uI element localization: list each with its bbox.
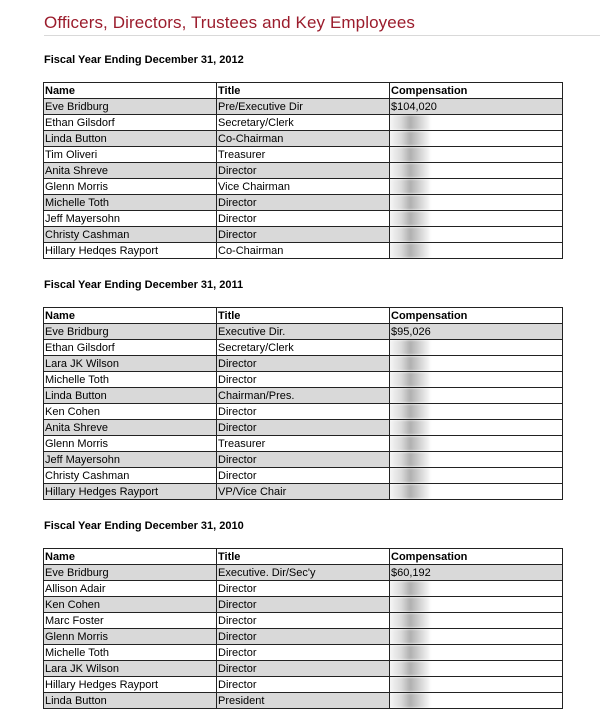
table-row [44, 147, 563, 163]
table-row [44, 484, 563, 500]
cell-name: Ethan Gilsdorf [44, 340, 217, 356]
title-divider [44, 35, 600, 36]
cell-compensation: $104,020 [390, 99, 563, 115]
cell-name: Eve Bridburg [44, 99, 217, 115]
compensation-table-2012 [43, 82, 563, 259]
cell-title: Director [217, 211, 390, 227]
cell-name: Hillary Hedges Rayport [44, 484, 217, 500]
cell-compensation-redacted [390, 661, 563, 677]
table-row [44, 195, 563, 211]
cell-compensation-redacted [390, 613, 563, 629]
cell-title: Chairman/Pres. [217, 388, 390, 404]
cell-title: Director [217, 645, 390, 661]
compensation-table-2011 [43, 307, 563, 500]
cell-compensation-redacted [390, 645, 563, 661]
cell-title: Director [217, 677, 390, 693]
cell-compensation-redacted [390, 243, 563, 259]
cell-name: Lara JK Wilson [44, 356, 217, 372]
table-row [44, 613, 563, 629]
cell-title: Director [217, 613, 390, 629]
cell-compensation-redacted [390, 131, 563, 147]
column-header-compensation: Compensation [390, 308, 563, 324]
cell-name: Ethan Gilsdorf [44, 115, 217, 131]
table-header-row [44, 308, 563, 324]
column-header-name: Name [44, 83, 217, 99]
cell-compensation-redacted [390, 340, 563, 356]
cell-title: Director [217, 629, 390, 645]
cell-name: Eve Bridburg [44, 565, 217, 581]
table-row [44, 163, 563, 179]
cell-compensation-redacted [390, 468, 563, 484]
table-header-row [44, 549, 563, 565]
cell-name: Allison Adair [44, 581, 217, 597]
table-row [44, 99, 563, 115]
cell-compensation-redacted [390, 115, 563, 131]
cell-title: Vice Chairman [217, 179, 390, 195]
cell-compensation-redacted [390, 163, 563, 179]
table-row [44, 468, 563, 484]
cell-title: Pre/Executive Dir [217, 99, 390, 115]
cell-title: Director [217, 356, 390, 372]
table-row [44, 420, 563, 436]
column-header-title: Title [217, 549, 390, 565]
cell-compensation-redacted [390, 211, 563, 227]
cell-compensation: $60,192 [390, 565, 563, 581]
column-header-compensation: Compensation [390, 83, 563, 99]
section-2010 [43, 520, 563, 709]
table-row [44, 115, 563, 131]
table-row [44, 131, 563, 147]
cell-name: Christy Cashman [44, 468, 217, 484]
cell-title: Director [217, 163, 390, 179]
column-header-name: Name [44, 549, 217, 565]
cell-name: Glenn Morris [44, 436, 217, 452]
table-row [44, 324, 563, 340]
table-row [44, 404, 563, 420]
cell-compensation-redacted [390, 372, 563, 388]
cell-title: Executive. Dir/Sec'y [217, 565, 390, 581]
cell-title: Secretary/Clerk [217, 115, 390, 131]
column-header-name: Name [44, 308, 217, 324]
section-2012 [43, 54, 563, 259]
cell-compensation-redacted [390, 147, 563, 163]
cell-name: Marc Foster [44, 613, 217, 629]
column-header-compensation: Compensation [390, 549, 563, 565]
table-row [44, 581, 563, 597]
table-row [44, 243, 563, 259]
cell-name: Glenn Morris [44, 629, 217, 645]
cell-compensation-redacted [390, 677, 563, 693]
table-row [44, 565, 563, 581]
cell-title: Director [217, 420, 390, 436]
cell-compensation-redacted [390, 179, 563, 195]
cell-compensation-redacted [390, 420, 563, 436]
table-header-row [44, 83, 563, 99]
cell-name: Linda Button [44, 131, 217, 147]
cell-name: Lara JK Wilson [44, 661, 217, 677]
cell-name: Linda Button [44, 693, 217, 709]
cell-name: Tim Oliveri [44, 147, 217, 163]
table-row [44, 436, 563, 452]
cell-compensation-redacted [390, 484, 563, 500]
cell-name: Anita Shreve [44, 163, 217, 179]
cell-compensation: $95,026 [390, 324, 563, 340]
cell-name: Linda Button [44, 388, 217, 404]
cell-name: Anita Shreve [44, 420, 217, 436]
cell-name: Hillary Hedqes Rayport [44, 243, 217, 259]
cell-name: Glenn Morris [44, 179, 217, 195]
cell-title: Director [217, 227, 390, 243]
cell-title: Director [217, 372, 390, 388]
cell-compensation-redacted [390, 195, 563, 211]
table-row [44, 693, 563, 709]
cell-title: Director [217, 597, 390, 613]
compensation-table-2010 [43, 548, 563, 709]
table-row [44, 661, 563, 677]
cell-name: Eve Bridburg [44, 324, 217, 340]
cell-title: President [217, 693, 390, 709]
table-row [44, 227, 563, 243]
cell-compensation-redacted [390, 452, 563, 468]
section-2011 [43, 279, 563, 500]
cell-compensation-redacted [390, 388, 563, 404]
cell-compensation-redacted [390, 356, 563, 372]
table-row [44, 372, 563, 388]
cell-title: Treasurer [217, 147, 390, 163]
cell-title: Executive Dir. [217, 324, 390, 340]
table-row [44, 452, 563, 468]
section-heading: Fiscal Year Ending December 31, 2010 [44, 520, 244, 532]
cell-compensation-redacted [390, 693, 563, 709]
cell-compensation-redacted [390, 597, 563, 613]
cell-name: Hillary Hedges Rayport [44, 677, 217, 693]
cell-name: Michelle Toth [44, 645, 217, 661]
cell-compensation-redacted [390, 436, 563, 452]
cell-title: Treasurer [217, 436, 390, 452]
cell-compensation-redacted [390, 581, 563, 597]
section-heading: Fiscal Year Ending December 31, 2011 [44, 279, 244, 291]
table-row [44, 629, 563, 645]
cell-title: Director [217, 661, 390, 677]
table-row [44, 211, 563, 227]
page-title: Officers, Directors, Trustees and Key Employees [44, 13, 415, 32]
cell-title: Director [217, 581, 390, 597]
cell-compensation-redacted [390, 404, 563, 420]
cell-title: Director [217, 195, 390, 211]
cell-name: Michelle Toth [44, 372, 217, 388]
cell-title: Secretary/Clerk [217, 340, 390, 356]
cell-name: Jeff Mayersohn [44, 452, 217, 468]
table-row [44, 356, 563, 372]
cell-title: Director [217, 468, 390, 484]
cell-name: Christy Cashman [44, 227, 217, 243]
column-header-title: Title [217, 308, 390, 324]
cell-title: Co-Chairman [217, 243, 390, 259]
cell-compensation-redacted [390, 227, 563, 243]
table-row [44, 340, 563, 356]
cell-name: Ken Cohen [44, 597, 217, 613]
cell-name: Jeff Mayersohn [44, 211, 217, 227]
cell-compensation-redacted [390, 629, 563, 645]
table-row [44, 179, 563, 195]
table-row [44, 645, 563, 661]
section-heading: Fiscal Year Ending December 31, 2012 [44, 54, 244, 66]
cell-title: Co-Chairman [217, 131, 390, 147]
cell-name: Michelle Toth [44, 195, 217, 211]
table-row [44, 597, 563, 613]
cell-name: Ken Cohen [44, 404, 217, 420]
cell-title: VP/Vice Chair [217, 484, 390, 500]
table-row [44, 388, 563, 404]
cell-title: Director [217, 452, 390, 468]
cell-title: Director [217, 404, 390, 420]
table-row [44, 677, 563, 693]
column-header-title: Title [217, 83, 390, 99]
